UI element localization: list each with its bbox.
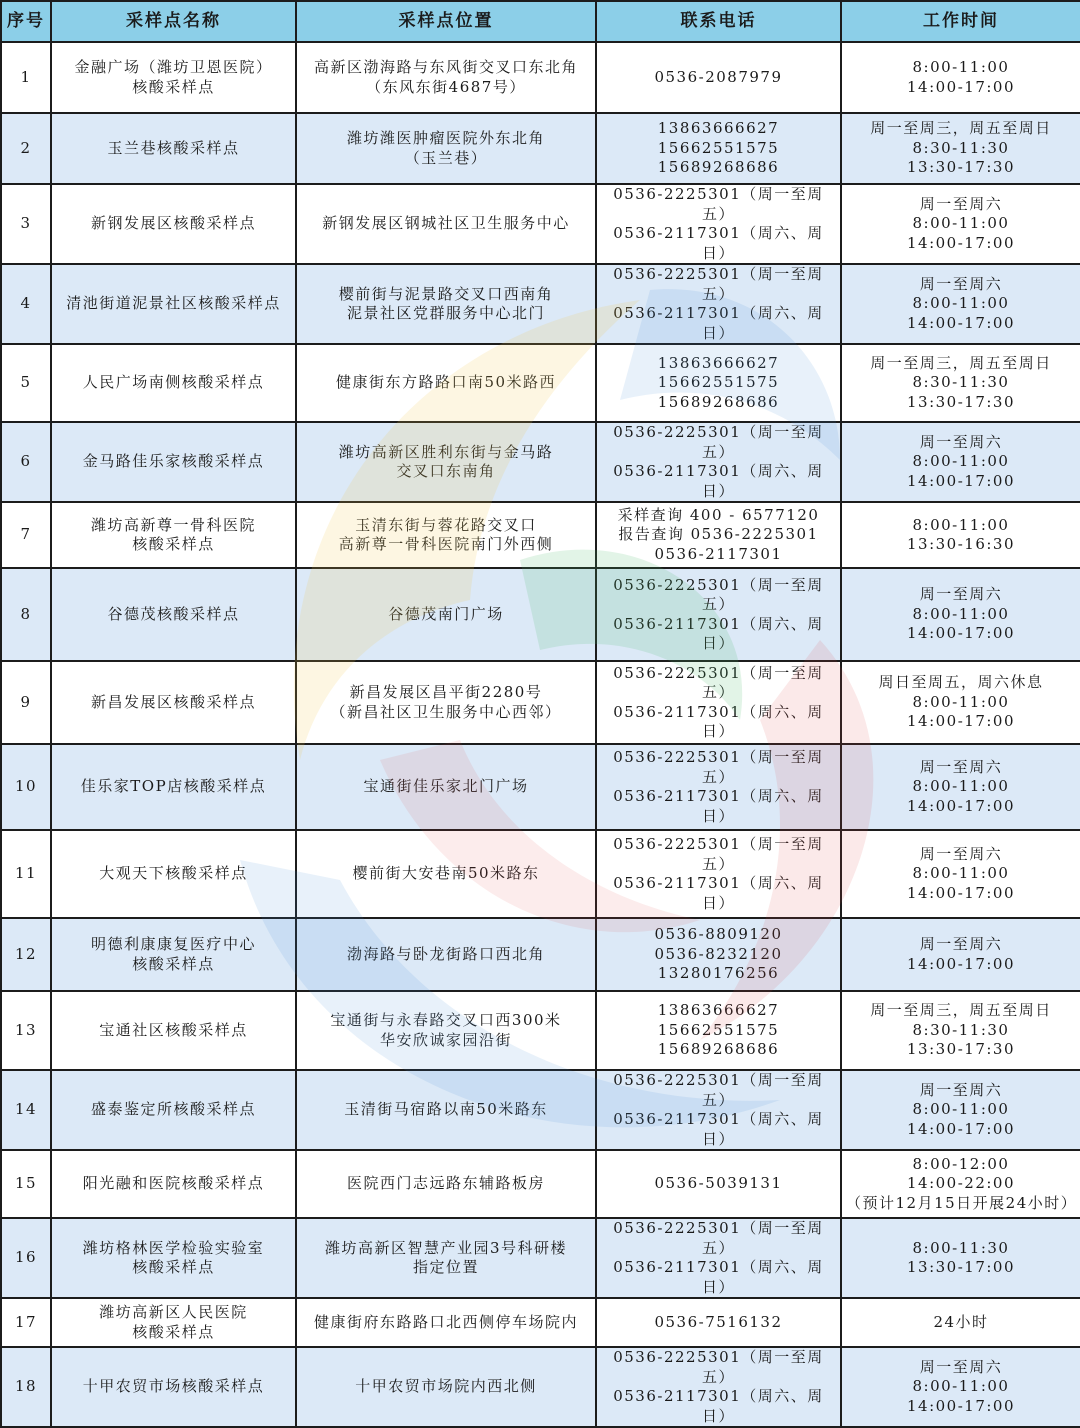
cell-phone: 0536-2225301（周一至周五） 0536-2117301（周六、周日） bbox=[596, 568, 841, 661]
cell-site-name: 潍坊高新尊一骨科医院 核酸采样点 bbox=[51, 502, 296, 568]
table-row bbox=[1, 502, 1080, 568]
cell-index: 11 bbox=[1, 830, 51, 918]
cell-site-location: 新钢发展区钢城社区卫生服务中心 bbox=[296, 184, 596, 264]
table-row bbox=[1, 1150, 1080, 1218]
table-row bbox=[1, 1218, 1080, 1298]
cell-phone: 0536-2225301（周一至周五） 0536-2117301（周六、周日） bbox=[596, 1218, 841, 1298]
table-row bbox=[1, 1347, 1080, 1427]
cell-site-name: 新昌发展区核酸采样点 bbox=[51, 661, 296, 744]
cell-index: 7 bbox=[1, 502, 51, 568]
cell-site-location: 渤海路与卧龙街路口西北角 bbox=[296, 918, 596, 991]
cell-index: 14 bbox=[1, 1070, 51, 1150]
cell-index: 12 bbox=[1, 918, 51, 991]
header-site-location: 采样点位置 bbox=[296, 1, 596, 42]
cell-site-name: 玉兰巷核酸采样点 bbox=[51, 113, 296, 184]
cell-site-name: 潍坊高新区人民医院 核酸采样点 bbox=[51, 1298, 296, 1347]
cell-hours: 周一至周三，周五至周日 8:30-11:30 13:30-17:30 bbox=[841, 344, 1080, 422]
table-header-row bbox=[1, 1, 1080, 42]
cell-site-location: 新昌发展区昌平街2280号 （新昌社区卫生服务中心西邻） bbox=[296, 661, 596, 744]
table-row bbox=[1, 1298, 1080, 1347]
cell-hours: 周日至周五，周六休息 8:00-11:00 14:00-17:00 bbox=[841, 661, 1080, 744]
cell-site-name: 潍坊格林医学检验实验室 核酸采样点 bbox=[51, 1218, 296, 1298]
cell-hours: 8:00-11:30 13:30-17:00 bbox=[841, 1218, 1080, 1298]
cell-index: 3 bbox=[1, 184, 51, 264]
table-row bbox=[1, 422, 1080, 502]
table-row bbox=[1, 184, 1080, 264]
cell-phone: 0536-2225301（周一至周五） 0536-2117301（周六、周日） bbox=[596, 830, 841, 918]
cell-site-name: 谷德茂核酸采样点 bbox=[51, 568, 296, 661]
cell-site-location: 十甲农贸市场院内西北侧 bbox=[296, 1347, 596, 1427]
cell-site-name: 阳光融和医院核酸采样点 bbox=[51, 1150, 296, 1218]
table-row bbox=[1, 344, 1080, 422]
cell-phone: 0536-2225301（周一至周五） 0536-2117301（周六、周日） bbox=[596, 422, 841, 502]
cell-index: 1 bbox=[1, 42, 51, 113]
cell-phone: 13863666627 15662551575 15689268686 bbox=[596, 991, 841, 1070]
cell-site-name: 金马路佳乐家核酸采样点 bbox=[51, 422, 296, 502]
cell-site-name: 新钢发展区核酸采样点 bbox=[51, 184, 296, 264]
cell-hours: 24小时 bbox=[841, 1298, 1080, 1347]
table-row bbox=[1, 830, 1080, 918]
cell-site-name: 清池街道泥景社区核酸采样点 bbox=[51, 264, 296, 344]
cell-hours: 周一至周六 8:00-11:00 14:00-17:00 bbox=[841, 264, 1080, 344]
cell-site-name: 佳乐家TOP店核酸采样点 bbox=[51, 744, 296, 830]
cell-index: 15 bbox=[1, 1150, 51, 1218]
cell-site-name: 宝通社区核酸采样点 bbox=[51, 991, 296, 1070]
cell-hours: 周一至周三，周五至周日 8:30-11:30 13:30-17:30 bbox=[841, 991, 1080, 1070]
table-row bbox=[1, 264, 1080, 344]
cell-phone: 0536-2225301（周一至周五） 0536-2117301（周六、周日） bbox=[596, 184, 841, 264]
cell-site-location: 玉清东街与蓉花路交叉口 高新尊一骨科医院南门外西侧 bbox=[296, 502, 596, 568]
cell-phone: 0536-2225301（周一至周五） 0536-2117301（周六、周日） bbox=[596, 1070, 841, 1150]
cell-hours: 周一至周六 8:00-11:00 14:00-17:00 bbox=[841, 744, 1080, 830]
cell-site-location: 潍坊潍医肿瘤医院外东北角 （玉兰巷） bbox=[296, 113, 596, 184]
cell-index: 4 bbox=[1, 264, 51, 344]
cell-site-name: 明德利康康复医疗中心 核酸采样点 bbox=[51, 918, 296, 991]
cell-site-location: 医院西门志远路东辅路板房 bbox=[296, 1150, 596, 1218]
cell-site-location: 潍坊高新区智慧产业园3号科研楼 指定位置 bbox=[296, 1218, 596, 1298]
cell-phone: 0536-2225301（周一至周五） 0536-2117301（周六、周日） bbox=[596, 264, 841, 344]
header-site-name: 采样点名称 bbox=[51, 1, 296, 42]
table-row bbox=[1, 113, 1080, 184]
table-row bbox=[1, 661, 1080, 744]
cell-site-location: 高新区渤海路与东风街交叉口东北角 （东风东街4687号） bbox=[296, 42, 596, 113]
cell-phone: 0536-7516132 bbox=[596, 1298, 841, 1347]
cell-index: 6 bbox=[1, 422, 51, 502]
cell-site-location: 宝通街与永春路交叉口西300米 华安欣诚家园沿街 bbox=[296, 991, 596, 1070]
table-row bbox=[1, 744, 1080, 830]
cell-index: 13 bbox=[1, 991, 51, 1070]
cell-site-location: 健康街府东路路口北西侧停车场院内 bbox=[296, 1298, 596, 1347]
cell-site-location: 樱前街与泥景路交叉口西南角 泥景社区党群服务中心北门 bbox=[296, 264, 596, 344]
cell-site-location: 樱前街大安巷南50米路东 bbox=[296, 830, 596, 918]
cell-phone: 0536-5039131 bbox=[596, 1150, 841, 1218]
header-index: 序号 bbox=[1, 1, 51, 42]
cell-hours: 周一至周六 8:00-11:00 14:00-17:00 bbox=[841, 568, 1080, 661]
cell-site-name: 大观天下核酸采样点 bbox=[51, 830, 296, 918]
cell-site-location: 健康街东方路路口南50米路西 bbox=[296, 344, 596, 422]
cell-hours: 周一至周六 8:00-11:00 14:00-17:00 bbox=[841, 830, 1080, 918]
table-row bbox=[1, 918, 1080, 991]
cell-site-location: 谷德茂南门广场 bbox=[296, 568, 596, 661]
cell-index: 2 bbox=[1, 113, 51, 184]
cell-phone: 13863666627 15662551575 15689268686 bbox=[596, 344, 841, 422]
table-row bbox=[1, 1070, 1080, 1150]
cell-hours: 周一至周六 8:00-11:00 14:00-17:00 bbox=[841, 1347, 1080, 1427]
cell-hours: 周一至周六 8:00-11:00 14:00-17:00 bbox=[841, 422, 1080, 502]
cell-hours: 8:00-11:00 13:30-16:30 bbox=[841, 502, 1080, 568]
cell-phone: 13863666627 15662551575 15689268686 bbox=[596, 113, 841, 184]
cell-site-location: 玉清街马宿路以南50米路东 bbox=[296, 1070, 596, 1150]
cell-site-name: 人民广场南侧核酸采样点 bbox=[51, 344, 296, 422]
table-row bbox=[1, 991, 1080, 1070]
table-row bbox=[1, 42, 1080, 113]
cell-site-name: 盛泰鉴定所核酸采样点 bbox=[51, 1070, 296, 1150]
cell-phone: 0536-2225301（周一至周五） 0536-2117301（周六、周日） bbox=[596, 1347, 841, 1427]
cell-hours: 周一至周六 8:00-11:00 14:00-17:00 bbox=[841, 184, 1080, 264]
cell-phone: 0536-2225301（周一至周五） 0536-2117301（周六、周日） bbox=[596, 744, 841, 830]
cell-phone: 0536-2225301（周一至周五） 0536-2117301（周六、周日） bbox=[596, 661, 841, 744]
cell-phone: 0536-8809120 0536-8232120 13280176256 bbox=[596, 918, 841, 991]
cell-phone: 0536-2087979 bbox=[596, 42, 841, 113]
cell-hours: 8:00-11:00 14:00-17:00 bbox=[841, 42, 1080, 113]
cell-index: 5 bbox=[1, 344, 51, 422]
cell-index: 16 bbox=[1, 1218, 51, 1298]
cell-site-name: 十甲农贸市场核酸采样点 bbox=[51, 1347, 296, 1427]
cell-index: 18 bbox=[1, 1347, 51, 1427]
cell-hours: 8:00-12:00 14:00-22:00 （预计12月15日开展24小时） bbox=[841, 1150, 1080, 1218]
cell-index: 10 bbox=[1, 744, 51, 830]
cell-index: 17 bbox=[1, 1298, 51, 1347]
cell-index: 8 bbox=[1, 568, 51, 661]
cell-site-name: 金融广场（潍坊卫恩医院） 核酸采样点 bbox=[51, 42, 296, 113]
cell-site-location: 宝通街佳乐家北门广场 bbox=[296, 744, 596, 830]
header-hours: 工作时间 bbox=[841, 1, 1080, 42]
cell-index: 9 bbox=[1, 661, 51, 744]
table-row bbox=[1, 568, 1080, 661]
cell-hours: 周一至周六 8:00-11:00 14:00-17:00 bbox=[841, 1070, 1080, 1150]
cell-hours: 周一至周三，周五至周日 8:30-11:30 13:30-17:30 bbox=[841, 113, 1080, 184]
cell-site-location: 潍坊高新区胜利东街与金马路 交叉口东南角 bbox=[296, 422, 596, 502]
header-phone: 联系电话 bbox=[596, 1, 841, 42]
cell-phone: 采样查询 400 - 6577120 报告查询 0536-2225301 0536-2117301 bbox=[596, 502, 841, 568]
cell-hours: 周一至周六 14:00-17:00 bbox=[841, 918, 1080, 991]
